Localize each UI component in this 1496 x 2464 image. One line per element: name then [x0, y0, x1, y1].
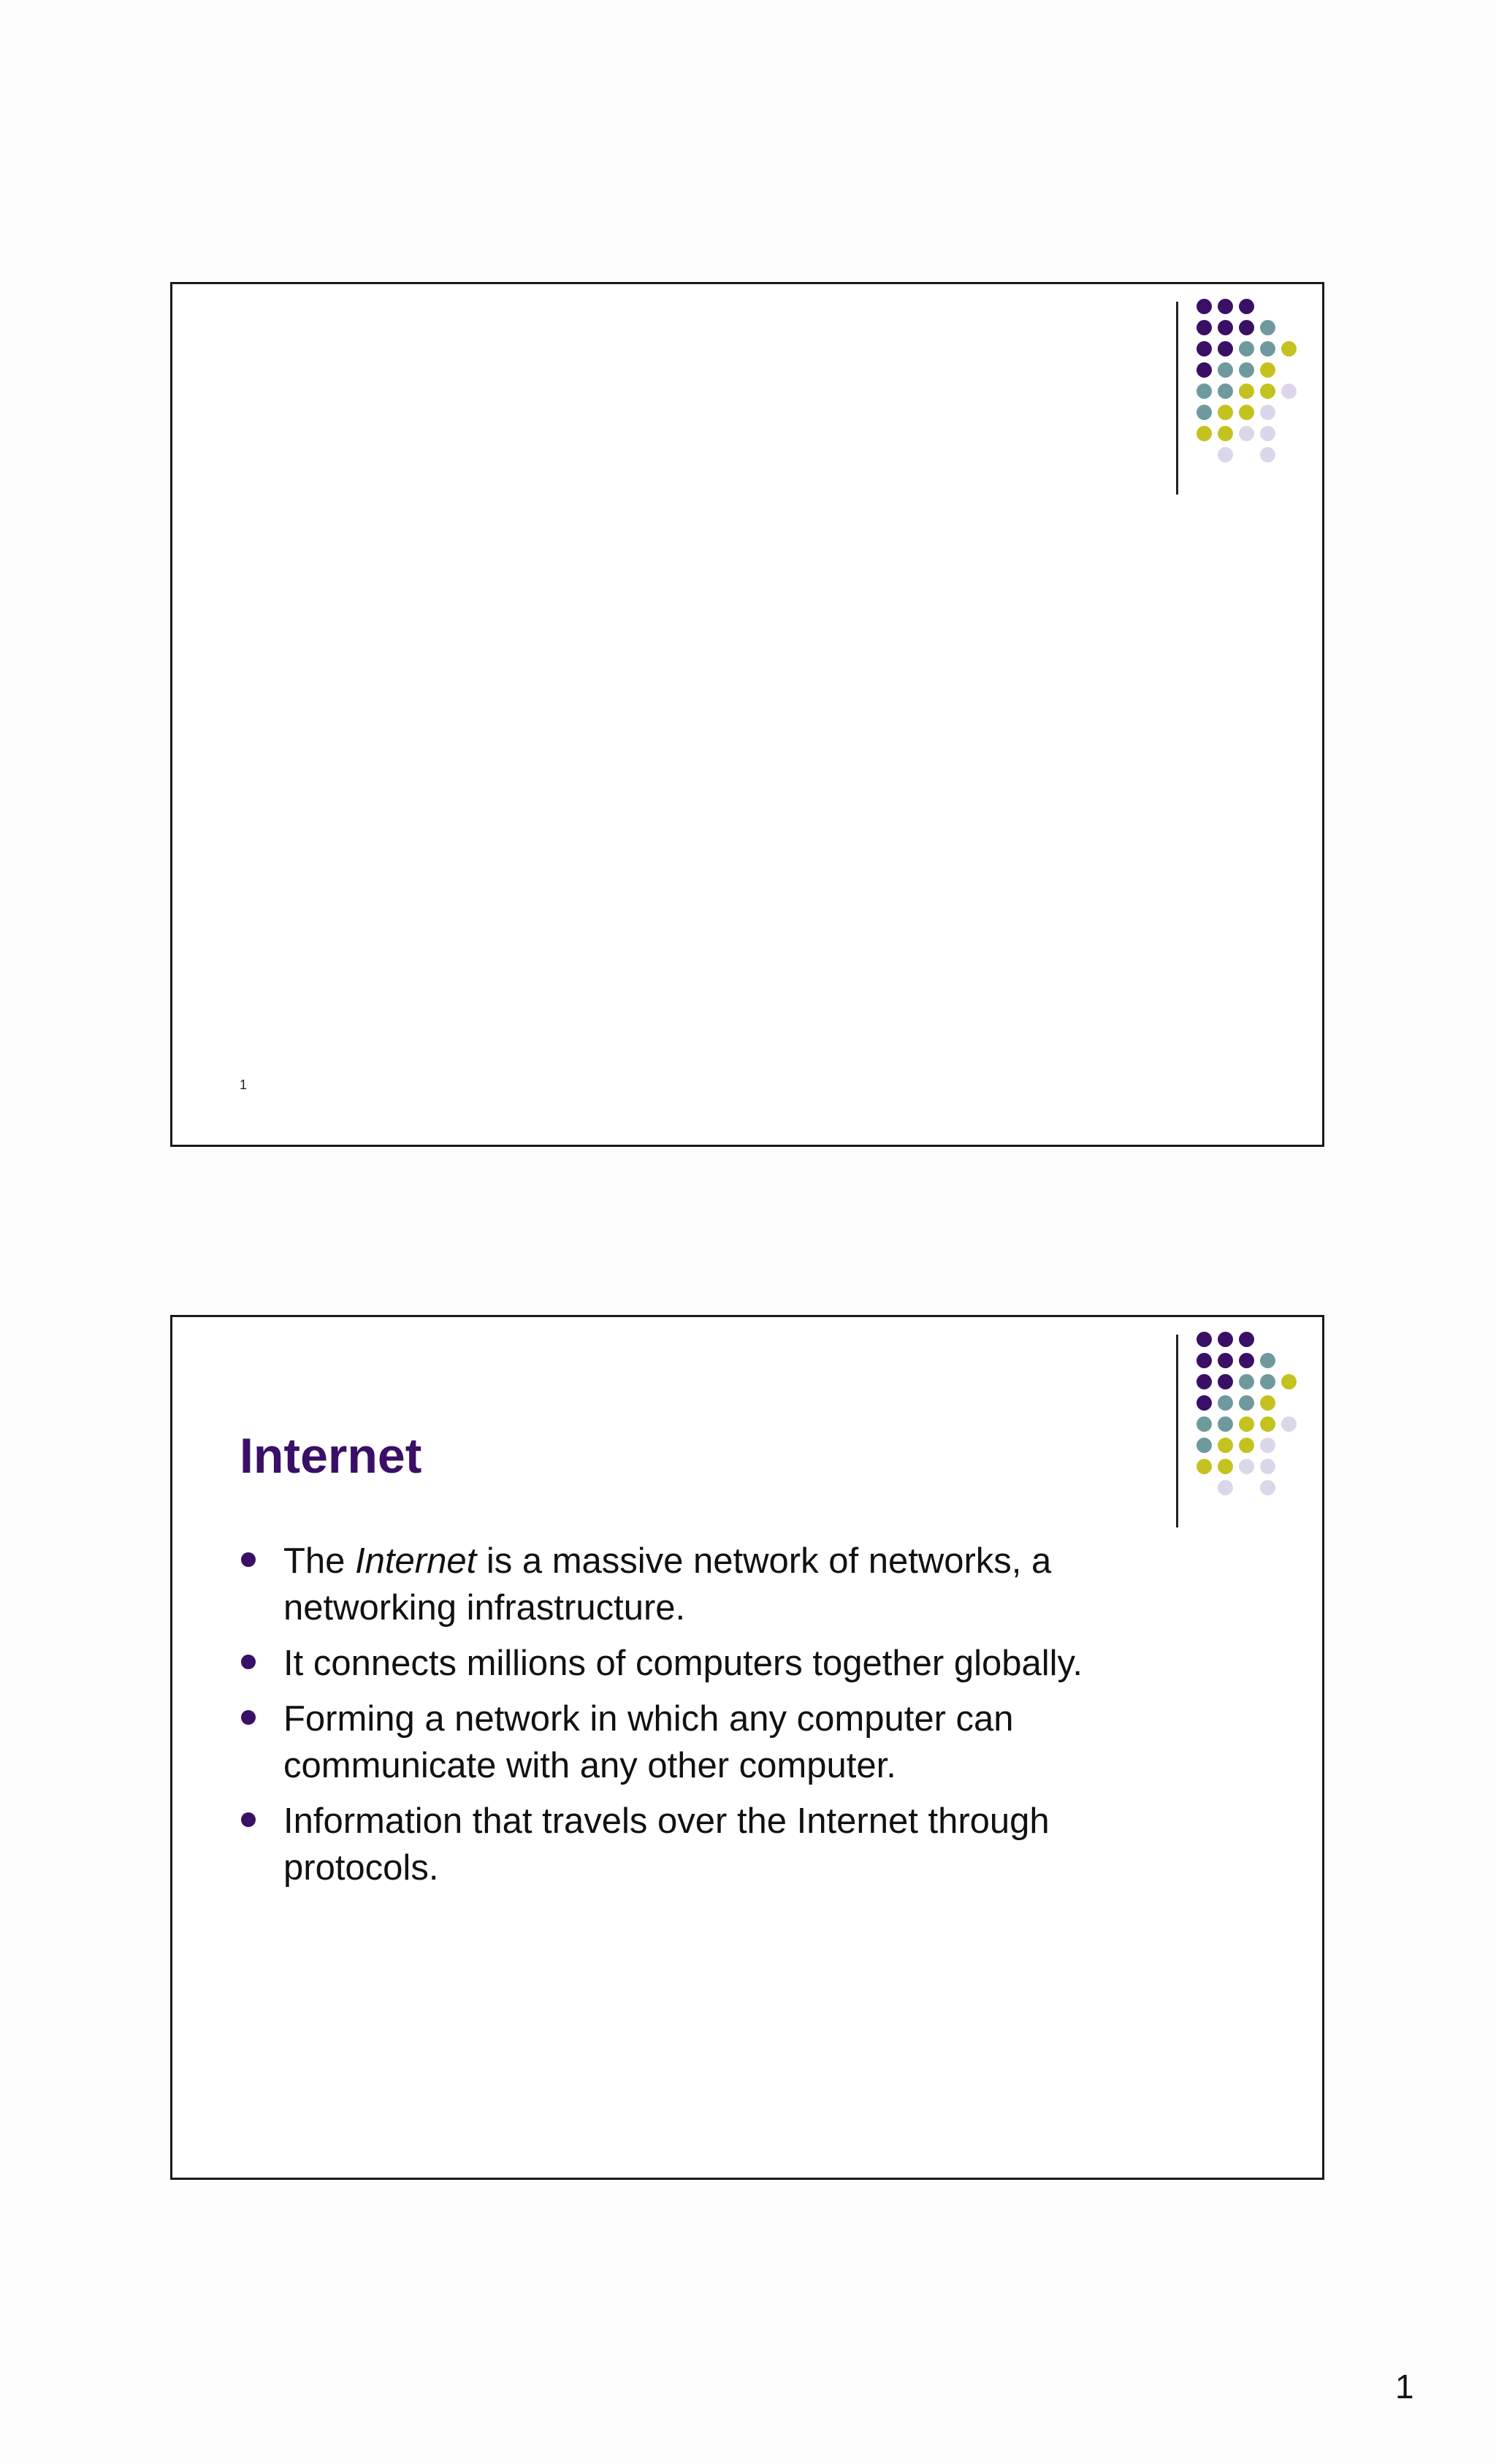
decorative-dot [1218, 1459, 1233, 1474]
decorative-dot [1197, 1332, 1212, 1347]
decorative-dot [1218, 384, 1233, 399]
decorative-dot [1260, 426, 1275, 441]
decorative-dot-grid [1197, 1332, 1313, 1500]
page-number: 1 [1395, 2368, 1414, 2406]
decorative-dot [1239, 1416, 1254, 1432]
decorative-dot [1197, 1395, 1212, 1411]
decorative-dot [1218, 1438, 1233, 1453]
decorative-dot [1239, 1374, 1254, 1389]
bullet-icon [241, 1552, 256, 1567]
bullet-item [240, 1538, 1175, 1631]
decorative-dot [1260, 1374, 1275, 1389]
decorative-dot [1197, 341, 1212, 356]
decorative-dot [1197, 1438, 1212, 1453]
decorative-dot [1239, 384, 1254, 399]
decorative-dot [1218, 1395, 1233, 1411]
decorative-dot [1197, 384, 1212, 399]
decorative-dot [1239, 1395, 1254, 1411]
decorative-dot [1197, 362, 1212, 378]
slide-2 [170, 1315, 1324, 2180]
decorative-dot [1218, 320, 1233, 335]
decorative-dot [1260, 362, 1275, 378]
decorative-dot [1239, 1353, 1254, 1368]
decorative-dot [1218, 362, 1233, 378]
decorative-dot [1281, 341, 1297, 356]
bullet-item [240, 1798, 1175, 1891]
decorative-dot [1260, 320, 1275, 335]
decorative-dot [1218, 426, 1233, 441]
decorative-dot [1239, 299, 1254, 314]
decorative-dot [1218, 1480, 1233, 1495]
decorative-dot [1260, 341, 1275, 356]
decorative-dot [1197, 405, 1212, 420]
bullet-item [240, 1696, 1175, 1789]
bullet-text-post: is a massive network of networks, a networking infrastructure. [283, 1541, 1052, 1628]
decorative-dot [1239, 1438, 1254, 1453]
decorative-dot [1260, 447, 1275, 462]
decorative-vertical-line [1176, 302, 1178, 495]
bullet-text: Information that travels over the Internet through protocols. [283, 1801, 1050, 1888]
decorative-dot [1260, 1395, 1275, 1411]
decorative-dot [1197, 1353, 1212, 1368]
bullet-list [240, 1538, 1175, 1900]
decorative-dot [1239, 1332, 1254, 1347]
decorative-dot [1260, 384, 1275, 399]
decorative-dot [1281, 384, 1297, 399]
slide-title: Internet [240, 1428, 422, 1484]
decorative-dot [1239, 320, 1254, 335]
decorative-dot [1218, 1416, 1233, 1432]
decorative-dot [1197, 1459, 1212, 1474]
decorative-dot [1218, 341, 1233, 356]
decorative-dot [1197, 299, 1212, 314]
decorative-dot [1260, 405, 1275, 420]
bullet-icon [241, 1812, 256, 1827]
bullet-icon [241, 1655, 256, 1669]
decorative-dot [1239, 426, 1254, 441]
decorative-dot [1239, 362, 1254, 378]
decorative-dot [1260, 1416, 1275, 1432]
decorative-dot [1197, 320, 1212, 335]
decorative-dot [1281, 1374, 1297, 1389]
bullet-text-emphasis: Internet [355, 1541, 477, 1581]
decorative-dot [1218, 405, 1233, 420]
decorative-dot [1218, 1374, 1233, 1389]
decorative-dot [1218, 299, 1233, 314]
bullet-icon [241, 1710, 256, 1725]
decorative-dot [1197, 426, 1212, 441]
bullet-text: It connects millions of computers together globally. [283, 1644, 1083, 1683]
decorative-dot [1239, 405, 1254, 420]
bullet-item [240, 1640, 1175, 1687]
decorative-dot [1218, 447, 1233, 462]
decorative-dot [1260, 1438, 1275, 1453]
decorative-dot [1281, 1416, 1297, 1432]
bullet-text-pre: The [283, 1541, 356, 1581]
slide-1 [170, 282, 1324, 1147]
decorative-dot [1197, 1374, 1212, 1389]
slide-number: 1 [240, 1077, 248, 1092]
decorative-dot [1239, 1459, 1254, 1474]
decorative-vertical-line [1176, 1335, 1178, 1527]
bullet-text: Forming a network in which any computer can communicate with any other computer. [283, 1699, 1014, 1785]
decorative-dot [1260, 1459, 1275, 1474]
decorative-dot [1260, 1353, 1275, 1368]
decorative-dot [1239, 341, 1254, 356]
decorative-dot-grid [1197, 299, 1313, 467]
decorative-dot [1197, 1416, 1212, 1432]
decorative-dot [1218, 1332, 1233, 1347]
decorative-dot [1218, 1353, 1233, 1368]
decorative-dot [1260, 1480, 1275, 1495]
